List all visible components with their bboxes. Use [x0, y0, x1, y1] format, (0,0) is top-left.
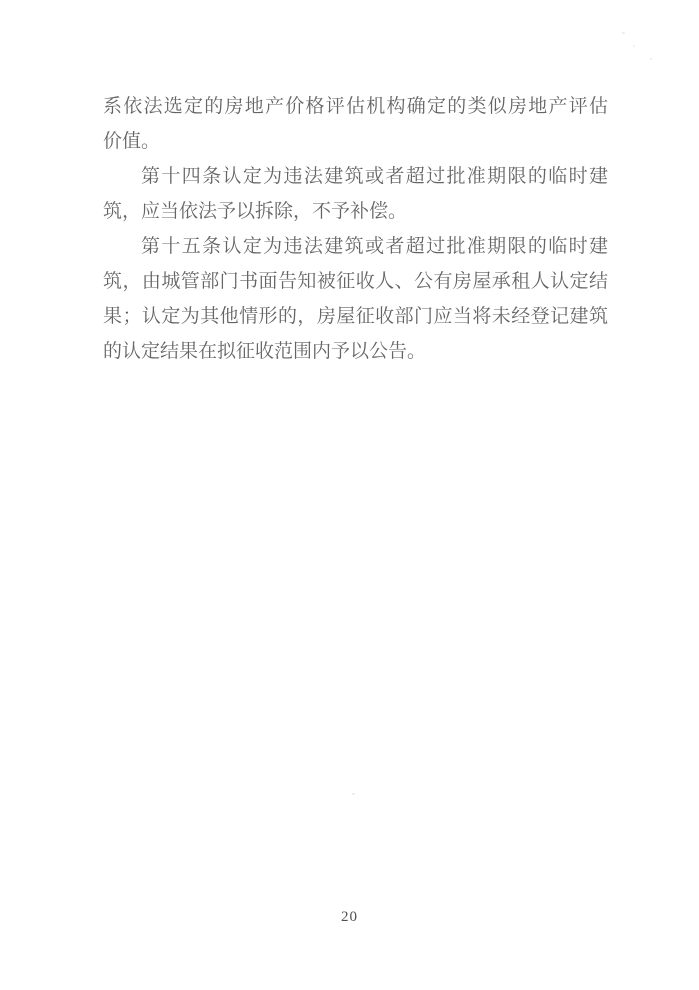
body-line: 价值。 — [103, 131, 161, 152]
body-line: 筑，应当依法予以拆除，不予补偿。 — [103, 201, 408, 222]
scan-artifact — [633, 45, 635, 47]
scan-artifact — [352, 793, 355, 795]
body-line-article-15: 第十五条认定为违法建筑或者超过批准期限的临时建 — [141, 236, 608, 257]
body-line: 筑，由城管部门书面告知被征收人、公有房屋承租人认定结 — [103, 271, 608, 292]
page-footer — [0, 908, 699, 926]
body-line: 果；认定为其他情形的，房屋征收部门应当将未经登记建筑 — [103, 306, 608, 327]
scan-artifact — [622, 32, 625, 34]
page-number: 20 — [341, 909, 358, 925]
body-line: 系依法选定的房地产价格评估机构确定的类似房地产评估 — [103, 96, 608, 117]
body-line-article-14: 第十四条认定为违法建筑或者超过批准期限的临时建 — [141, 166, 608, 187]
document-body — [103, 89, 608, 369]
body-line: 的认定结果在拟征收范围内予以公告。 — [103, 341, 427, 362]
scan-artifact — [650, 58, 652, 60]
